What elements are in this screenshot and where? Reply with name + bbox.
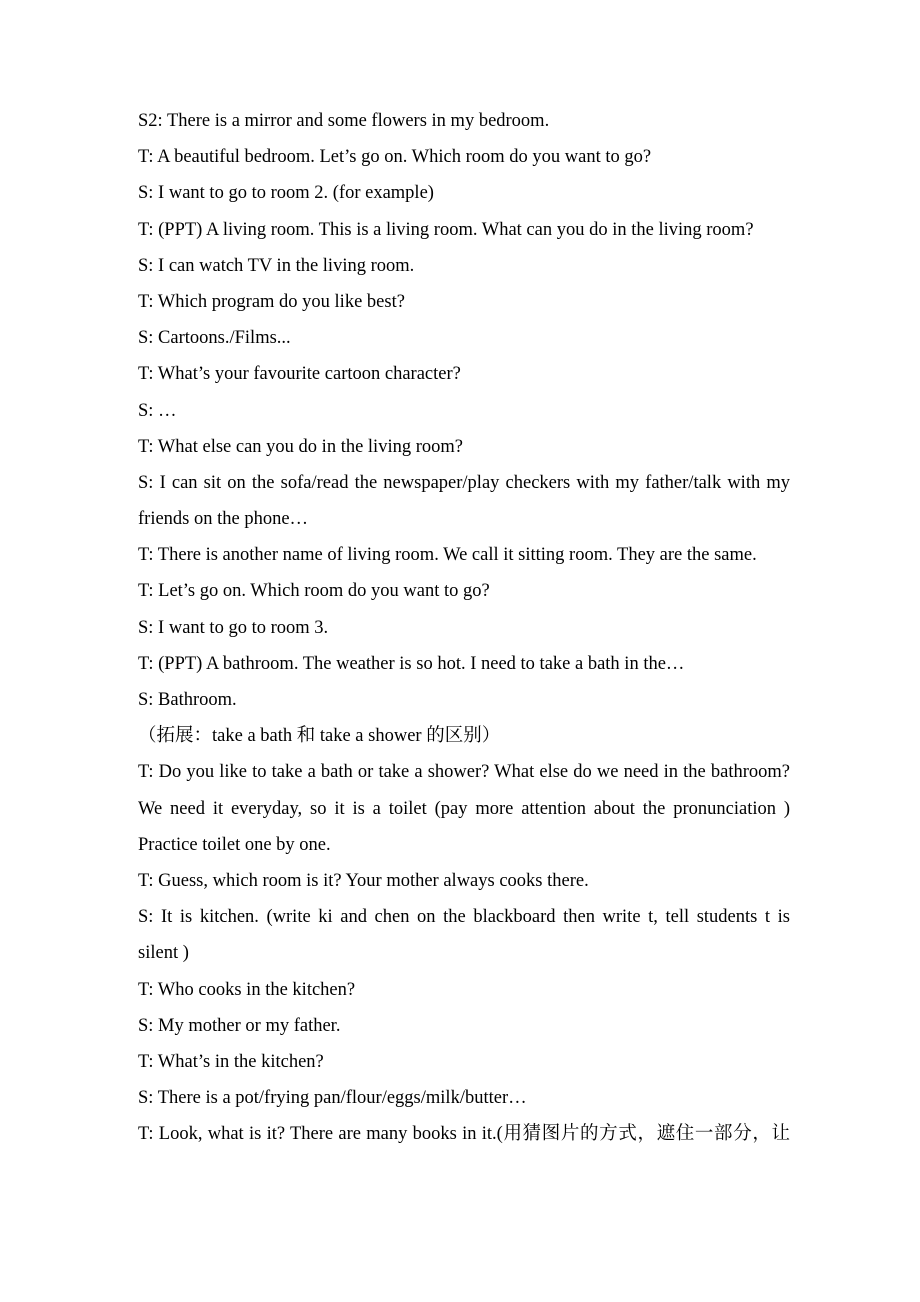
text-line: S: I can watch TV in the living room. [138, 255, 415, 276]
text-line: S: I want to go to room 2. (for example) [138, 183, 434, 204]
text-line: S: It is kitchen. (write ki and chen on the blackboard then write t, tell students t is [138, 907, 790, 928]
text-line: T: A beautiful bedroom. Let’s go on. Which room do you want to go? [138, 147, 652, 168]
text-line: S: I can sit on the sofa/read the newspaper/play checkers with my father/talk with my [138, 472, 790, 493]
text-line: S: Cartoons./Films... [138, 328, 291, 349]
text-line: T: (PPT) A living room. This is a living room. What can you do in the living room? [138, 219, 754, 240]
text-line: S: I want to go to room 3. [138, 617, 329, 638]
lesson-script-text [138, 103, 790, 1152]
text-line: S: … [138, 400, 177, 421]
text-line: T: There is another name of living room. We call it sitting room. They are the same. [138, 545, 757, 566]
text-line: T: Look, what is it? There are many books in it.(用猜图片的方式，遮住一部分，让 [138, 1124, 790, 1145]
text-line: T: What else can you do in the living room? [138, 436, 463, 457]
text-line: friends on the phone… [138, 509, 309, 530]
text-line: silent ) [138, 943, 189, 964]
text-line: T: Which program do you like best? [138, 291, 405, 312]
text-line: T: Do you like to take a bath or take a shower? What else do we need in the bathroom? [138, 762, 790, 783]
text-line: S2: There is a mirror and some flowers in my bedroom. [138, 111, 550, 131]
text-line: T: Who cooks in the kitchen? [138, 979, 356, 1000]
text-line: S: There is a pot/frying pan/flour/eggs/milk/butter… [138, 1088, 527, 1109]
text-line: S: Bathroom. [138, 690, 237, 710]
text-line: We need it everyday, so it is a toilet (pay more attention about the pronunciation ) [138, 798, 790, 819]
text-line: S: My mother or my father. [138, 1015, 341, 1036]
text-line: T: What’s in the kitchen? [138, 1051, 324, 1072]
text-line: Practice toilet one by one. [138, 834, 331, 855]
text-line: T: Let’s go on. Which room do you want to go? [138, 581, 490, 602]
text-line: T: Guess, which room is it? Your mother always cooks there. [138, 870, 589, 891]
text-line: T: What’s your favourite cartoon character? [138, 364, 461, 385]
text-line: （拓展：take a bath 和 take a shower 的区别） [138, 726, 501, 747]
text-line: T: (PPT) A bathroom. The weather is so hot. I need to take a bath in the… [138, 653, 685, 674]
